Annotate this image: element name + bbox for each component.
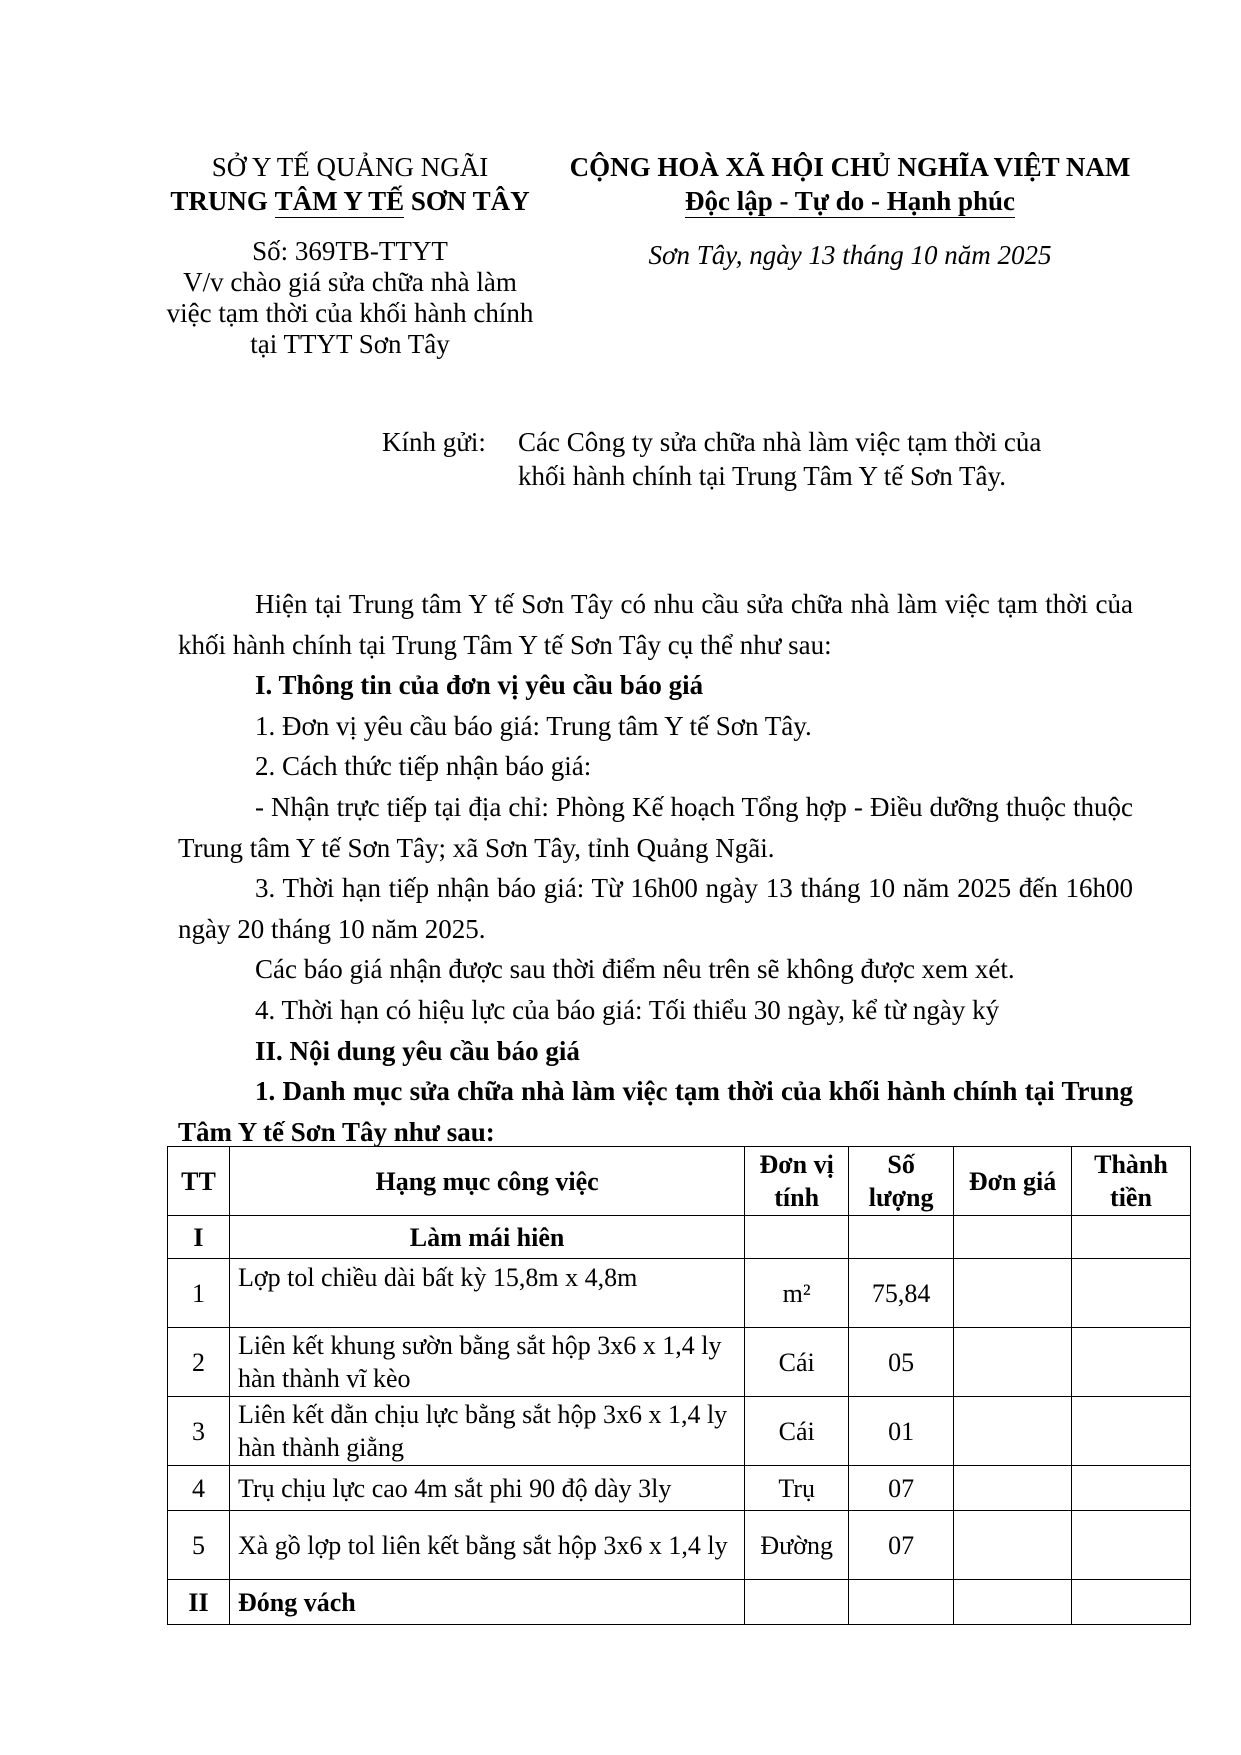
subject-line: tại TTYT Sơn Tây: [250, 329, 450, 359]
row-unit: [745, 1216, 849, 1259]
row-number: 5: [168, 1511, 230, 1580]
paragraph: Các báo giá nhận được sau thời điểm nêu trên sẽ không được xem xét.: [255, 954, 1015, 985]
paragraph: - Nhận trực tiếp tại địa chỉ: Phòng Kế hoạch Tổng hợp - Điều dưỡng thuộc thuộc Trung tâm Y tế Sơn Tây; xã Sơn Tây, tỉnh Quảng Ngãi.: [178, 791, 1133, 863]
row-item: Làm mái hiên: [229, 1216, 744, 1259]
row-total: [1072, 1328, 1191, 1397]
row-item: Lợp tol chiều dài bất kỳ 15,8m x 4,8m: [229, 1259, 744, 1328]
org-prefix: TRUNG: [170, 186, 275, 216]
document-body: [178, 584, 1133, 1152]
row-price: [954, 1580, 1072, 1625]
row-item: Đóng vách: [229, 1580, 744, 1625]
row-total: [1072, 1216, 1191, 1259]
work-items-table: [167, 1146, 1191, 1625]
recipient-line: khối hành chính tại Trung Tâm Y tế Sơn Tây.: [518, 461, 1007, 491]
row-price: [954, 1328, 1072, 1397]
department-name: SỞ Y TẾ QUẢNG NGÃI: [211, 152, 489, 182]
row-total: [1072, 1511, 1191, 1580]
table-row: [168, 1259, 1191, 1328]
recipient-list: [518, 425, 1041, 493]
motto: Độc lập - Tự do - Hạnh phúc: [684, 186, 1016, 216]
row-total: [1072, 1259, 1191, 1328]
row-unit: m²: [745, 1259, 849, 1328]
row-price: [954, 1466, 1072, 1511]
header-cell: Đơn vị tính: [745, 1147, 849, 1216]
issuer-block: [150, 150, 550, 360]
row-number: 3: [168, 1397, 230, 1466]
row-total: [1072, 1466, 1191, 1511]
paragraph: 3. Thời hạn tiếp nhận báo giá: Từ 16h00 ngày 13 tháng 10 năm 2025 đến 16h00 ngày 20 tháng 10 năm 2025.: [178, 873, 1133, 944]
table-row: [168, 1216, 1191, 1259]
row-item: Liên kết dằn chịu lực bằng sắt hộp 3x6 x 1,4 ly hàn thành giằng: [229, 1397, 744, 1466]
row-unit: Đường: [745, 1511, 849, 1580]
organization-name: [150, 184, 550, 218]
row-quantity: 01: [849, 1397, 954, 1466]
row-quantity: 75,84: [849, 1259, 954, 1328]
section-heading: I. Thông tin của đơn vị yêu cầu báo giá: [255, 670, 704, 701]
org-suffix: SƠN TÂY: [404, 186, 530, 216]
row-quantity: [849, 1216, 954, 1259]
place-date: Sơn Tây, ngày 13 tháng 10 năm 2025: [648, 240, 1052, 270]
row-unit: Trụ: [745, 1466, 849, 1511]
intro-paragraph: Hiện tại Trung tâm Y tế Sơn Tây có nhu cầu sửa chữa nhà làm việc tạm thời của khối hành chính tại Trung Tâm Y tế Sơn Tây cụ thể như sau:: [178, 589, 1133, 660]
subject-line: việc tạm thời của khối hành chính: [166, 298, 534, 328]
row-number: 1: [168, 1259, 230, 1328]
row-number: 2: [168, 1328, 230, 1397]
header-cell: Thành tiền: [1072, 1147, 1191, 1216]
row-price: [954, 1216, 1072, 1259]
table-row: [168, 1466, 1191, 1511]
row-price: [954, 1511, 1072, 1580]
row-total: [1072, 1397, 1191, 1466]
header-cell: TT: [168, 1147, 230, 1216]
row-price: [954, 1397, 1072, 1466]
row-unit: [745, 1580, 849, 1625]
header-cell: Đơn giá: [954, 1147, 1072, 1216]
list-heading: 1. Danh mục sửa chữa nhà làm việc tạm thời của khối hành chính tại Trung Tâm Y tế Sơn Tây như sau:: [178, 1076, 1133, 1147]
row-number: II: [168, 1580, 230, 1625]
row-price: [954, 1259, 1072, 1328]
row-quantity: 07: [849, 1511, 954, 1580]
row-unit: Cái: [745, 1328, 849, 1397]
recipient-line: Các Công ty sửa chữa nhà làm việc tạm thời của: [518, 427, 1042, 457]
table-row: [168, 1580, 1191, 1625]
header-cell: Số lượng: [849, 1147, 954, 1216]
paragraph: 1. Đơn vị yêu cầu báo giá: Trung tâm Y tế Sơn Tây.: [255, 710, 812, 741]
row-quantity: [849, 1580, 954, 1625]
row-item: Trụ chịu lực cao 4m sắt phi 90 độ dày 3ly: [229, 1466, 744, 1511]
table-row: [168, 1511, 1191, 1580]
nation-block: [540, 150, 1160, 272]
subject-line: V/v chào giá sửa chữa nhà làm: [183, 267, 517, 297]
table-row: [168, 1328, 1191, 1397]
row-quantity: 05: [849, 1328, 954, 1397]
paragraph: 2. Cách thức tiếp nhận báo giá:: [255, 751, 592, 782]
header-cell: Hạng mục công việc: [229, 1147, 744, 1216]
recipient-label: Kính gửi:: [382, 427, 486, 457]
table-row: [168, 1397, 1191, 1466]
row-number: 4: [168, 1466, 230, 1511]
row-item: Liên kết khung sườn bằng sắt hộp 3x6 x 1,4 ly hàn thành vĩ kèo: [229, 1328, 744, 1397]
nation-title: CỘNG HOÀ XÃ HỘI CHỦ NGHĨA VIỆT NAM: [569, 152, 1131, 182]
org-underlined: TÂM Y TẾ: [274, 186, 405, 216]
row-quantity: 07: [849, 1466, 954, 1511]
row-number: I: [168, 1216, 230, 1259]
row-unit: Cái: [745, 1397, 849, 1466]
paragraph: 4. Thời hạn có hiệu lực của báo giá: Tối thiểu 30 ngày, kể từ ngày ký: [255, 994, 1000, 1025]
row-total: [1072, 1580, 1191, 1625]
section-heading: II. Nội dung yêu cầu báo giá: [255, 1035, 580, 1066]
row-item: Xà gồ lợp tol liên kết bằng sắt hộp 3x6 x 1,4 ly: [229, 1511, 744, 1580]
document-number: Số: 369TB-TTYT: [252, 236, 448, 266]
